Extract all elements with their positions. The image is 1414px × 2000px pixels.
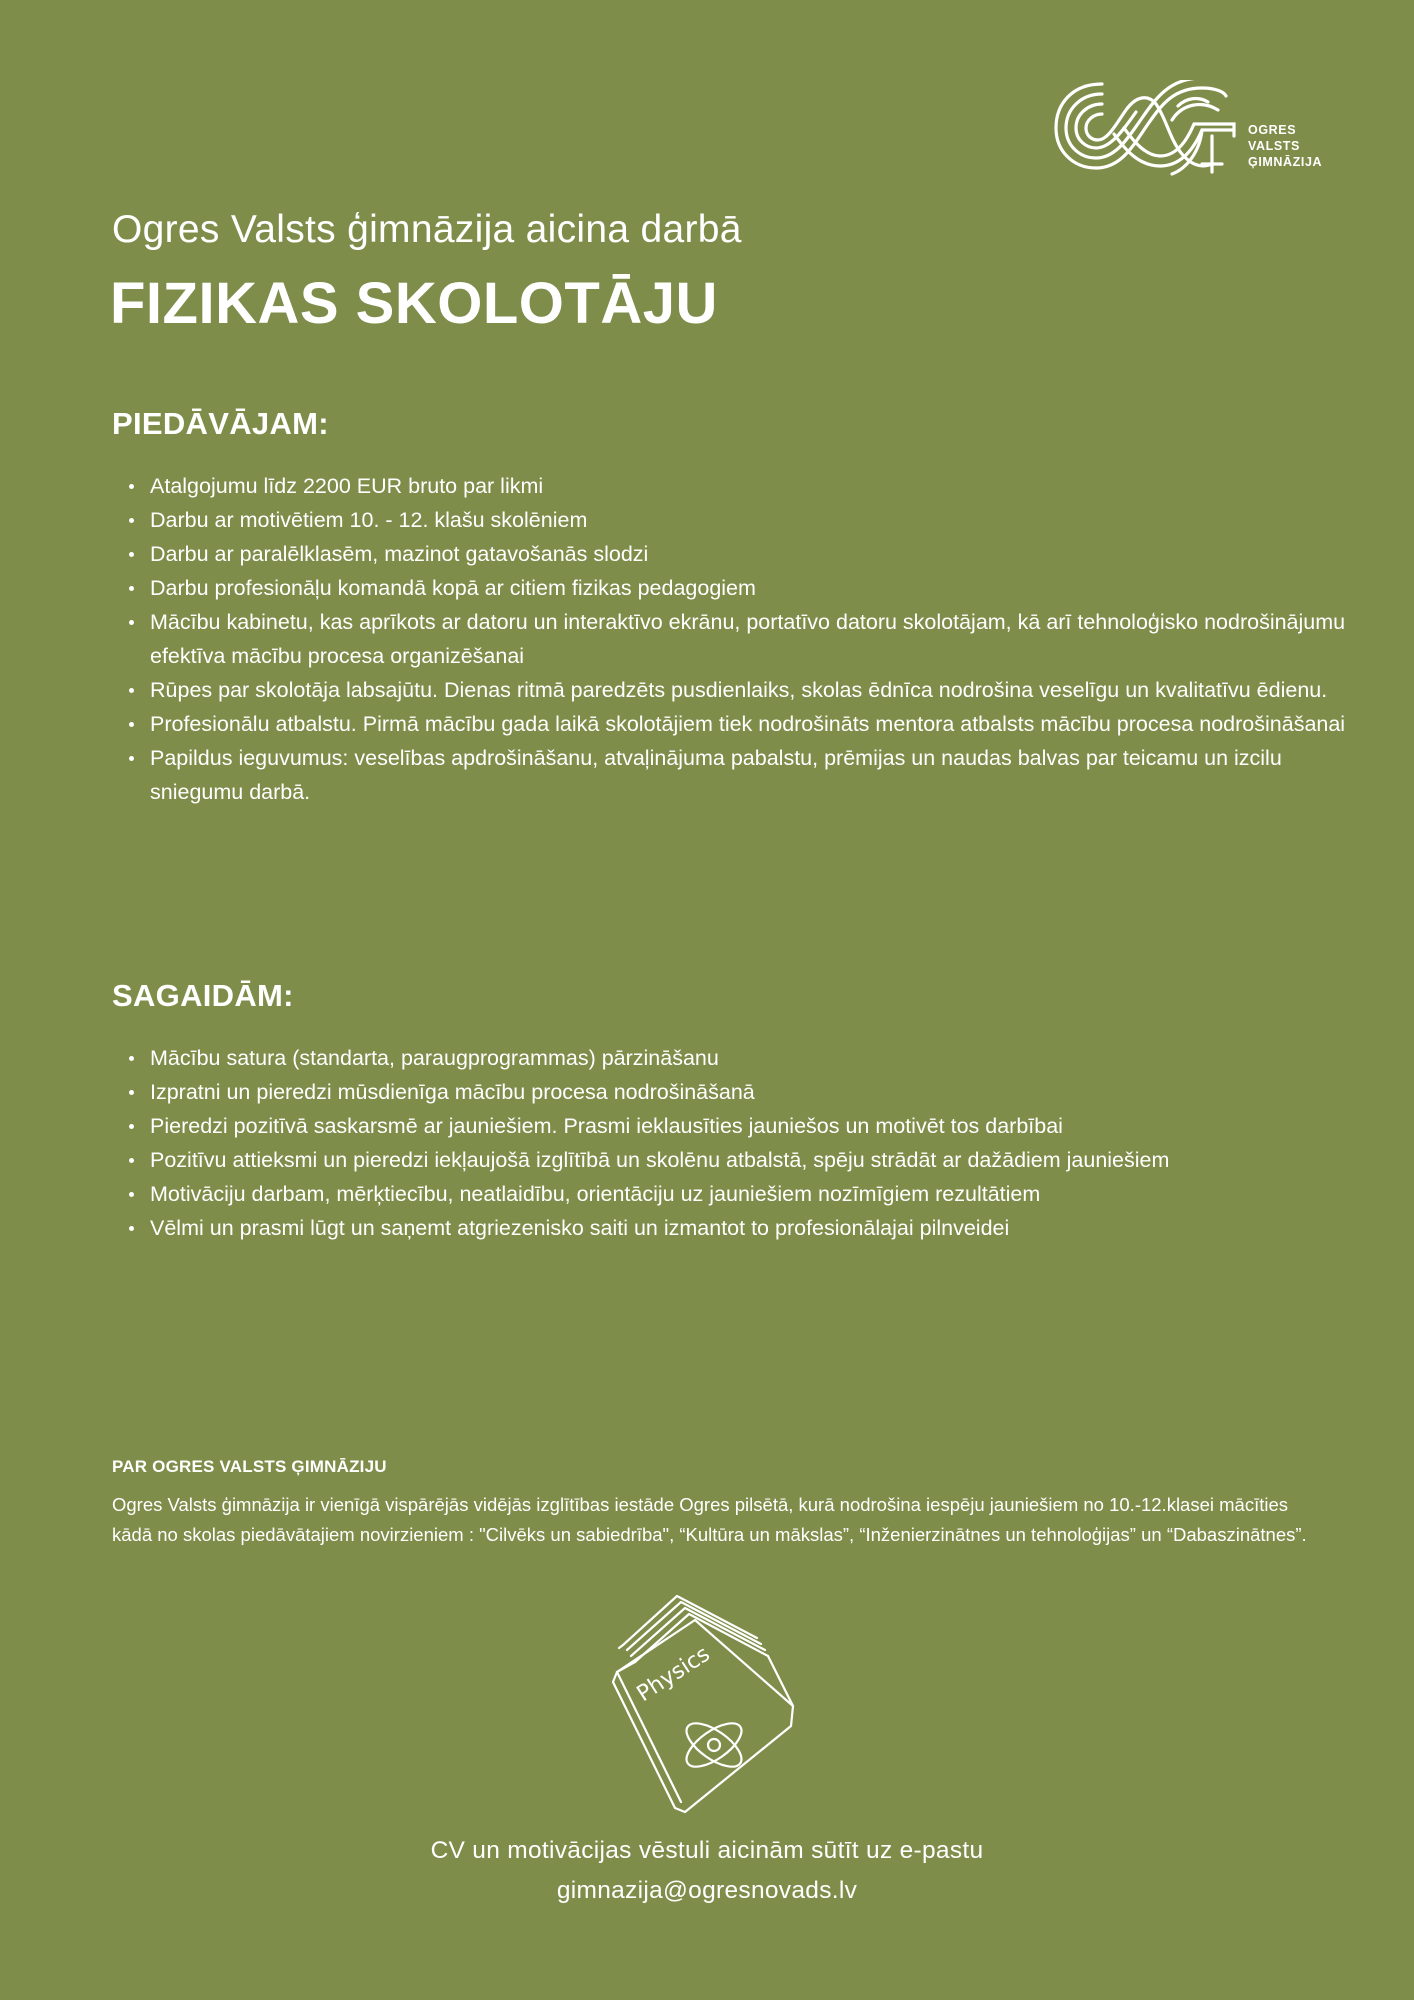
list-item: Pieredzi pozitīvā saskarsmē ar jauniešiem. Prasmi ieklausīties jauniešos un motivēt tos darbībai xyxy=(150,1109,1350,1143)
list-item: Profesionālu atbalstu. Pirmā mācību gada laikā skolotājiem tiek nodrošināts mentora atbalsts mācību procesa nodrošināšanai xyxy=(150,707,1350,741)
list-item: Pozitīvu attieksmi un pieredzi iekļaujošā izglītībā un skolēnu atbalstā, spēju strādāt ar dažādiem jauniešiem xyxy=(150,1143,1350,1177)
school-logo xyxy=(1052,80,1352,180)
logo-line-1: OGRES xyxy=(1248,123,1297,137)
list-item: Rūpes par skolotāja labsajūtu. Dienas ritmā paredzēts pusdienlaiks, skolas ēdnīca nodrošina veselīgu un kvalitatīvu ēdienu. xyxy=(150,673,1350,707)
list-item: Darbu profesionāļu komandā kopā ar citiem fizikas pedagogiem xyxy=(150,571,1350,605)
expect-heading: SAGAIDĀM: xyxy=(112,978,294,1013)
offer-list xyxy=(126,469,1350,809)
list-item: Motivāciju darbam, mērķtiecību, neatlaidību, orientāciju uz jauniešiem nozīmīgiem rezultātiem xyxy=(150,1177,1350,1211)
job-title: FIZIKAS SKOLOTĀJU xyxy=(110,271,718,336)
ovg-logo-icon xyxy=(1052,80,1237,178)
offer-heading: PIEDĀVĀJAM: xyxy=(112,406,329,441)
list-item: Izpratni un pieredzi mūsdienīga mācību procesa nodrošināšanā xyxy=(150,1075,1350,1109)
contact-email[interactable]: gimnazija@ogresnovads.lv xyxy=(556,1877,858,1904)
list-item: Darbu ar paralēlklasēm, mazinot gatavošanās slodzi xyxy=(150,537,1350,571)
footer-instructions: CV un motivācijas vēstuli aicinām sūtīt uz e-pastu xyxy=(430,1837,984,1864)
list-item: Vēlmi un prasmi lūgt un saņemt atgriezenisko saiti un izmantot to profesionālajai pilnveidei xyxy=(150,1211,1350,1245)
logo-wordmark xyxy=(1248,122,1322,170)
physics-book-icon xyxy=(605,1590,805,1820)
list-item: Darbu ar motivētiem 10. - 12. klašu skolēniem xyxy=(150,503,1350,537)
list-item: Mācību kabinetu, kas aprīkots ar datoru un interaktīvo ekrānu, portatīvo datoru skolotājam, kā arī tehnoloģisko nodrošinājumu efektīva mācību procesa organizēšanai xyxy=(150,605,1350,673)
list-item: Mācību satura (standarta, paraugprogrammas) pārzināšanu xyxy=(150,1041,1350,1075)
about-heading: PAR OGRES VALSTS ĢIMNĀZIJU xyxy=(112,1457,387,1476)
book-label: Physics xyxy=(632,1641,715,1708)
intro-text: Ogres Valsts ģimnāzija aicina darbā xyxy=(112,208,742,251)
expect-list xyxy=(126,1041,1350,1245)
about-text: Ogres Valsts ģimnāzija ir vienīgā vispārējās vidējās izglītības iestāde Ogres pilsētā, kurā nodrošina iespēju jauniešiem no 10.-12.klasei mācīties kādā no skolas piedāvātajiem novirzieniem : "Cilvēks un sabiedrība", “Kultūra un mākslas”, “Inženierzinātnes un tehnoloģijas” un “Dabaszinātnes”. xyxy=(112,1494,1307,1545)
list-item: Papildus ieguvumus: veselības apdrošināšanu, atvaļinājuma pabalstu, prēmijas un naudas balvas par teicamu un izcilu sniegumu darbā. xyxy=(150,741,1350,809)
logo-line-2: VALSTS xyxy=(1248,139,1300,153)
list-item: Atalgojumu līdz 2200 EUR bruto par likmi xyxy=(150,469,1350,503)
logo-line-3: ĢIMNĀZIJA xyxy=(1248,155,1323,169)
